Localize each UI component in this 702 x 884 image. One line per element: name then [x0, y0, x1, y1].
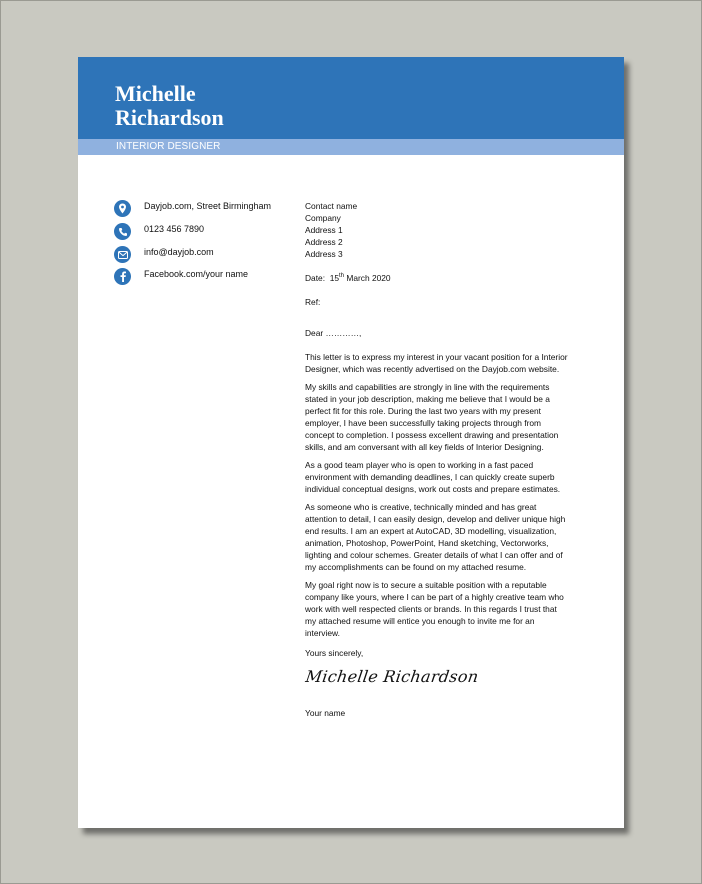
recipient-company: Company — [305, 213, 341, 223]
job-title: INTERIOR DESIGNER — [116, 141, 221, 152]
paragraph-intro: This letter is to express my interest in your vacant position for a Interior Designer, which was recently advertised on the Dayjob.com website. — [305, 352, 568, 374]
header-banner — [78, 57, 624, 139]
contact-facebook-text: Facebook.com/your name — [144, 269, 249, 279]
letter-body — [305, 200, 570, 719]
closing: Yours sincerely, — [305, 648, 364, 658]
facebook-icon — [114, 268, 131, 285]
date-day: 15 — [329, 273, 340, 283]
cover-letter-page — [78, 57, 624, 828]
recipient-contact-name: Contact name — [305, 201, 358, 211]
salutation: Dear …………, — [305, 328, 362, 338]
first-name: Michelle — [115, 81, 196, 106]
phone-icon — [114, 223, 131, 240]
paragraph-teamwork: As a good team player who is open to working in a fast paced environment with demanding deadlines, I can quickly create superb individual conceptual designs, work out costs and prepare estimates. — [305, 460, 561, 494]
job-title-bar — [78, 139, 624, 155]
signoff-name: Your name — [305, 708, 346, 718]
date-label: Date: — [305, 273, 326, 283]
recipient-address — [305, 200, 570, 260]
paragraph-expertise: As someone who is creative, technically minded and has great attention to detail, I can easily design, develop and deliver unique high end results. I am an expert at AutoCAD, 3D modelling, visualization, animation, Photoshop, PowerPoint, Hand sketching, Vectorworks, lighting and colour schemes. Greater details of what I can offer and of my accomplishments can be found on my attached resume. — [305, 502, 566, 572]
contact-phone — [114, 223, 294, 241]
letter-date — [305, 272, 570, 284]
contact-facebook — [114, 268, 294, 286]
email-icon — [114, 246, 131, 263]
applicant-name — [115, 82, 224, 130]
recipient-address-2: Address 2 — [305, 237, 343, 247]
date-suffix: th — [339, 273, 345, 280]
signature: Michelle Richardson — [304, 667, 480, 686]
date-month-year: March 2020 — [346, 273, 391, 283]
recipient-address-3: Address 3 — [305, 249, 343, 259]
paragraph-goal: My goal right now is to secure a suitable position with a reputable company like yours, where I can be part of a highly creative team who work with well respected clients or brands. In this regards I trust that my attached resume will entice you enough to invite me for an interview. — [305, 580, 564, 638]
last-name: Richardson — [115, 105, 224, 130]
contact-email-text: info@dayjob.com — [144, 247, 214, 257]
paragraph-skills: My skills and capabilities are strongly in line with the requirements stated in your job description, making me believe that I would be a perfect fit for this role. During the last two years with my present employer, I have been successfully taking projects through from concept to completion. I possess excellent drawing and presentation skills, and am conversant with all key fields of Interior Designing. — [305, 382, 559, 452]
contact-phone-text: 0123 456 7890 — [144, 224, 205, 234]
contact-address-text: Dayjob.com, Street Birmingham — [144, 201, 272, 211]
contact-email — [114, 246, 294, 264]
location-icon — [114, 200, 131, 217]
contact-address — [114, 200, 294, 218]
recipient-address-1: Address 1 — [305, 225, 343, 235]
ref-label: Ref: — [305, 297, 321, 307]
